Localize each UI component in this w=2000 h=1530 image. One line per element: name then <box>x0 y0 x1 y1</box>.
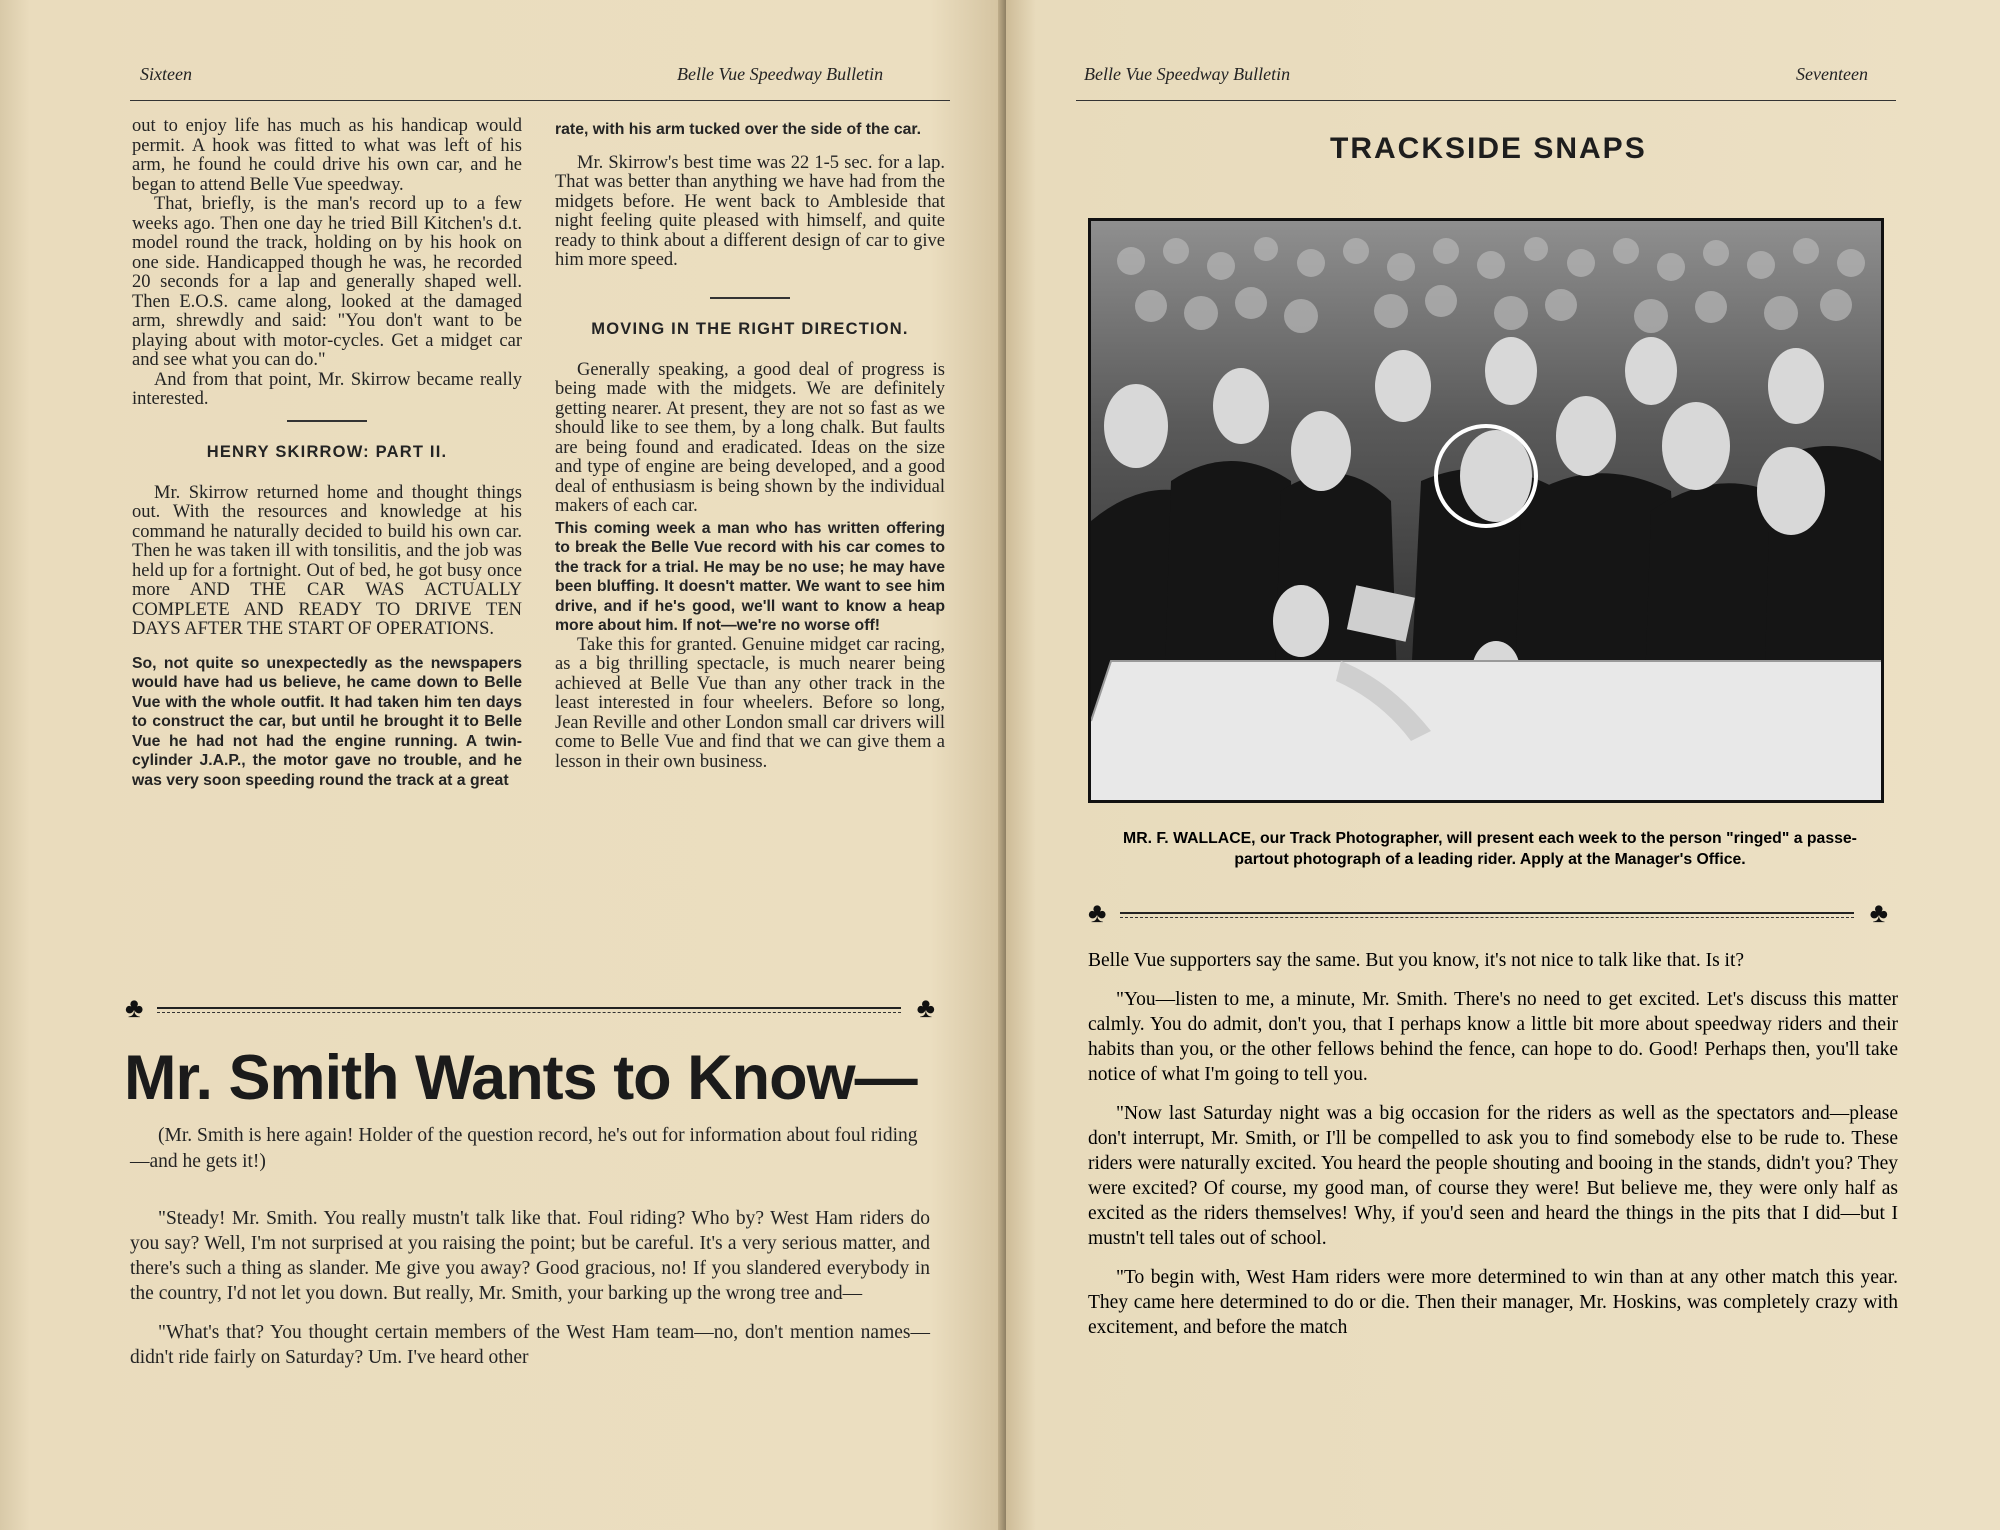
article-intro: (Mr. Smith is here again! Holder of the question record, he's out for information about foul riding—and he gets it!) <box>130 1125 918 1172</box>
story-right-para4: "To begin with, West Ham riders were more determined to win than at any other match this year. They came here determined to do or die. Then their manager, Mr. Hoskins, was completely crazy with excitement, and before the match <box>1088 1267 1898 1338</box>
header-rule-right <box>1076 100 1896 101</box>
page-folio-left: Sixteen <box>140 64 192 84</box>
ornament-line <box>157 1007 901 1013</box>
article-body-right <box>1088 948 1898 1354</box>
club-icon: ♣ <box>1869 898 1888 929</box>
page-folio-right: Seventeen <box>1796 64 1868 84</box>
col2-para4-bold: This coming week a man who has written offering to break the Belle Vue record with his car comes to the track for a trial. He may be no use; he may have been bluffing. It doesn't matter. We want to see him drive, and if he's good, we'll want to know a heap more about him. If not—we're no worse off! <box>555 519 945 634</box>
col2-para2: Mr. Skirrow's best time was 22 1-5 sec. for a lap. That was better than anything we have had from the midgets before. He went back to Ambleside that night feeling quite pleased with himself, and quite ready to think about a different design of car to give him more speed. <box>555 152 945 270</box>
column-one <box>132 117 522 790</box>
col1-para3: And from that point, Mr. Skirrow became really interested. <box>132 369 522 409</box>
story-right-para2: "You—listen to me, a minute, Mr. Smith. There's no need to get excited. Let's discuss this matter calmly. You do admit, don't you, that I perhaps know a little bit more about speedway riders and their habits than you, or the other fellows behind the fence, can hope to do. Good! Perhaps then, you'll take notice of what I'm going to tell you. <box>1088 989 1898 1085</box>
subhead-henry-skirrow: HENRY SKIRROW: PART II. <box>206 442 448 461</box>
club-icon: ♣ <box>1088 898 1107 929</box>
crowd-photograph <box>1088 218 1884 803</box>
running-head-right: Belle Vue Speedway Bulletin <box>1084 64 1291 84</box>
club-icon: ♣ <box>125 993 144 1024</box>
col1-para4: Mr. Skirrow returned home and thought things out. With the resources and knowledge at his command he naturally decided to build his own car. Then he was taken ill with tonsilitis, and the job was held up for a fortnight. Out of bed, he got busy once more <box>132 482 522 600</box>
club-ornament-divider-right <box>1088 900 1888 930</box>
column-two <box>555 120 945 772</box>
subhead-moving-direction: MOVING IN THE RIGHT DIRECTION. <box>591 319 909 338</box>
divider-rule <box>287 420 367 422</box>
col1-para4-caps: AND THE CAR WAS ACTUALLY COMPLETE AND READY TO DRIVE TEN DAYS AFTER THE START OF OPERATIONS. <box>132 580 523 639</box>
divider-rule-2 <box>710 297 790 299</box>
header-rule-left <box>130 100 950 101</box>
story-right-para1: Belle Vue supporters say the same. But you know, it's not nice to talk like that. Is it? <box>1088 950 1745 971</box>
col1-para2: That, briefly, is the man's record up to a few weeks ago. Then one day he tried Bill Kitchen's d.t. model round the track, holding on by his hook on one side. Handicapped though he was, he recorded 20 seconds for a lap and generally shaped well. Then E.O.S. came along, looked at the damaged arm, shrewdly and said: "You don't want to be playing about with motor-cycles. Get a midget car and see what you can do." <box>132 194 522 370</box>
club-icon: ♣ <box>916 993 935 1024</box>
club-ornament-divider <box>125 995 935 1025</box>
photo-caption: MR. F. WALLACE, our Track Photographer, will present each week to the person "ringed" a passe-partout photograph of a leading rider. Apply at the Manager's Office. <box>1123 830 1857 868</box>
col2-para1-bold: rate, with his arm tucked over the side of the car. <box>555 121 922 138</box>
article-body-left <box>130 1206 930 1384</box>
story-para1: "Steady! Mr. Smith. You really mustn't talk like that. Foul riding? Who by? West Ham riders do you say? Well, I'm not surprised at you raising the point; but be careful. It's a very serious matter, and there's such a thing as slander. Me give you away? Good gracious, no! If you slandered everybody in the country, I'd not let you down. But really, Mr. Smith, your barking up the wrong tree and— <box>130 1208 930 1304</box>
col1-para5-bold: So, not quite so unexpectedly as the newspapers would have had us believe, he came down to Belle Vue with the whole outfit. It had taken him ten days to construct the car, but until he brought it to Belle Vue he had not had the engine running. A twin-cylinder J.A.P., the motor gave no trouble, and he was very soon speeding round the track at a great <box>132 654 522 789</box>
story-para2: "What's that? You thought certain members of the West Ham team—no, don't mention names—didn't ride fairly on Saturday? Um. I've heard other <box>130 1322 930 1368</box>
col1-para1: out to enjoy life has much as his handicap would permit. A hook was fitted to what was left of his arm, he found he could drive his own car, and he began to attend Belle Vue speedway. <box>132 116 522 195</box>
article-headline: Mr. Smith Wants to Know— <box>124 1043 917 1113</box>
running-head-left: Belle Vue Speedway Bulletin <box>677 64 884 84</box>
story-right-para3: "Now last Saturday night was a big occasion for the riders as well as the spectators and—please don't interrupt, Mr. Smith, or I'll be compelled to ask you to find somebody else to be rude to. These riders were naturally excited. You heard the people shouting and booing in the stands, didn't you? They were excited? Of course, my good man, of course they were! But believe me, they were only half as excited as the riders themselves! Why, if you'd seen and heard the things in the pits that I did—but I mustn't tell tales out of school. <box>1088 1103 1898 1249</box>
crowd-photo-illustration <box>1091 221 1881 800</box>
section-title: TRACKSIDE SNAPS <box>1330 132 1647 165</box>
ornament-line <box>1120 912 1854 918</box>
col2-para3: Generally speaking, a good deal of progress is being made with the midgets. We are definitely getting nearer. At present, they are not so fast as we should like to see them, by a long chalk. But faults are being found and eradicated. Ideas on the size and type of engine are being developed, and a good deal of enthusiasm is being shown by the individual makers of each car. <box>555 359 945 516</box>
col2-para5: Take this for granted. Genuine midget car racing, as a big thrilling spectacle, is much nearer being achieved at Belle Vue than any other track in the least interested in four wheelers. Before so long, Jean Reville and other London small car drivers will come to Belle Vue and find that we can give them a lesson in their own business. <box>555 634 945 772</box>
